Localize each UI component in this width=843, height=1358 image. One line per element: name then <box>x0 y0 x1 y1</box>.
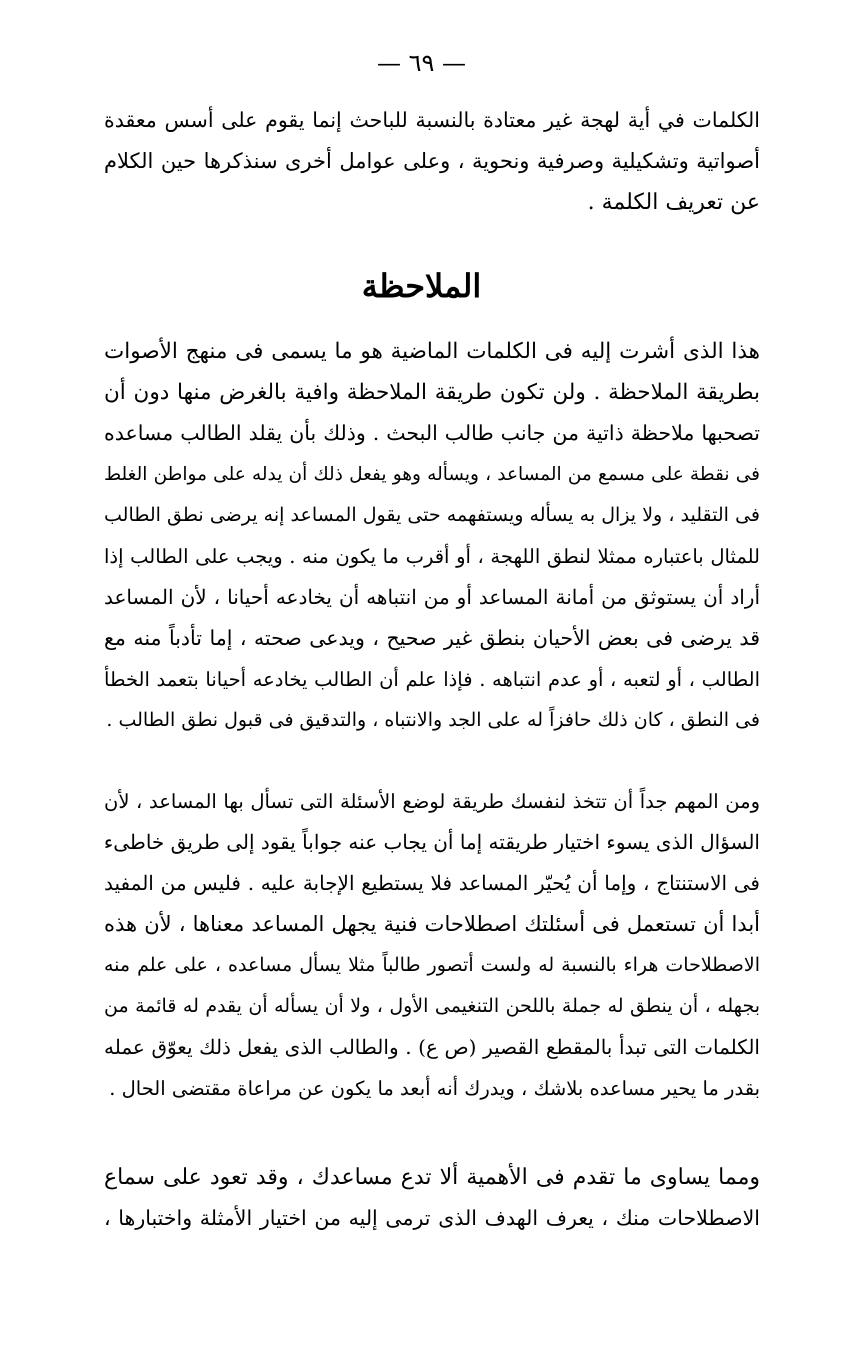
text-line: ومما يساوى ما تقدم فى الأهمية ألا تدع مساعدك ، وقد تعود على سماع <box>104 1165 760 1190</box>
paragraph-questions <box>104 781 760 1109</box>
text-line: ومن المهم جداً أن تتخذ لنفسك طريقة لوضع الأسئلة التى تسأل بها المساعد ، لأن <box>104 790 760 813</box>
text-line: أبدا أن تستعمل فى أسئلتك اصطلاحات فنية يجهل المساعد معناها ، لأن هذه <box>104 912 760 936</box>
text-line: بقدر ما يحير مساعده بلاشك ، ويدرك أنه أبعد ما يكون عن مراعاة مقتضى الحال . <box>109 1077 760 1100</box>
text-line: بجهله ، أن ينطق له جملة باللحن التنغيمى الأول ، ولا أن يسأله أن يقدم له قائمة من <box>104 995 760 1017</box>
text-line: فى الاستنتاج ، وإما أن يُحيّر المساعد فلا يستطيع الإجابة عليه . فليس من المفيد <box>104 871 760 895</box>
section-heading: الملاحظة <box>361 267 482 305</box>
text-line: للمثال باعتباره ممثلا لنطق اللهجة ، أو أقرب ما يكون منه . ويجب على الطالب إذا <box>104 545 760 568</box>
text-line: الطالب ، أو لتعبه ، أو عدم انتباهه . فإذا علم أن الطالب يخادعه أحيانا بتعمد الخطأ <box>104 668 760 691</box>
text-line: تصحبها ملاحظة ذاتية من جانب طالب البحث . وذلك بأن يقلد الطالب مساعده <box>104 421 760 445</box>
text-line: الكلمات في أية لهجة غير معتادة بالنسبة للباحث إنما يقوم على أسس معقدة <box>104 108 760 132</box>
page-number: — ٦٩ — <box>376 49 467 77</box>
text-line: السؤال الذى يسوء اختيار طريقته إما أن يجاب عنه جواباً يقود إلى طريق خاطىء <box>104 830 760 854</box>
intro-paragraph <box>104 100 760 223</box>
paragraph-purpose <box>104 1157 760 1239</box>
text-line: فى التقليد ، ولا يزال به يسأله ويستفهمه حتى يقول المساعد إنه يرضى نطق الطالب <box>104 504 760 526</box>
text-line: الاصطلاحات منك ، يعرف الهدف الذى ترمى إليه من اختيار الأمثلة واختبارها ، <box>104 1206 760 1230</box>
text-line: الاصطلاحات هراء بالنسبة له ولست أتصور طالباً مثلا يسأل مساعده ، على علم منه <box>104 954 760 976</box>
text-line: بطريقة الملاحظة . ولن تكون طريقة الملاحظة وافية بالغرض منها دون أن <box>104 380 760 405</box>
paragraph-observation <box>104 331 760 741</box>
text-line: هذا الذى أشرت إليه فى الكلمات الماضية هو ما يسمى فى منهج الأصوات <box>104 339 760 364</box>
text-line: قد يرضى فى بعض الأحيان بنطق غير صحيح ، ويدعى صحته ، إما تأدباً منه مع <box>104 626 760 650</box>
text-line: الكلمات التى تبدأ بالمقطع القصير (ص ع) . والطالب الذى يفعل ذلك يعوّق عمله <box>104 1035 760 1059</box>
text-line: أراد أن يستوثق من أمانة المساعد أو من انتباهه أن يخادعه أحيانا ، لأن المساعد <box>104 585 760 609</box>
text-line: فى النطق ، كان ذلك حافزاً له على الجد والانتباه ، والتدقيق فى قبول نطق الطالب . <box>106 709 760 731</box>
text-line: فى نقطة على مسمع من المساعد ، ويسأله وهو يفعل ذلك أن يدله على مواطن الغلط <box>104 464 760 485</box>
text-line: عن تعريف الكلمة . <box>587 190 760 215</box>
text-line: أصواتية وتشكيلية وصرفية ونحوية ، وعلى عوامل أخرى سنذكرها حين الكلام <box>104 149 760 173</box>
